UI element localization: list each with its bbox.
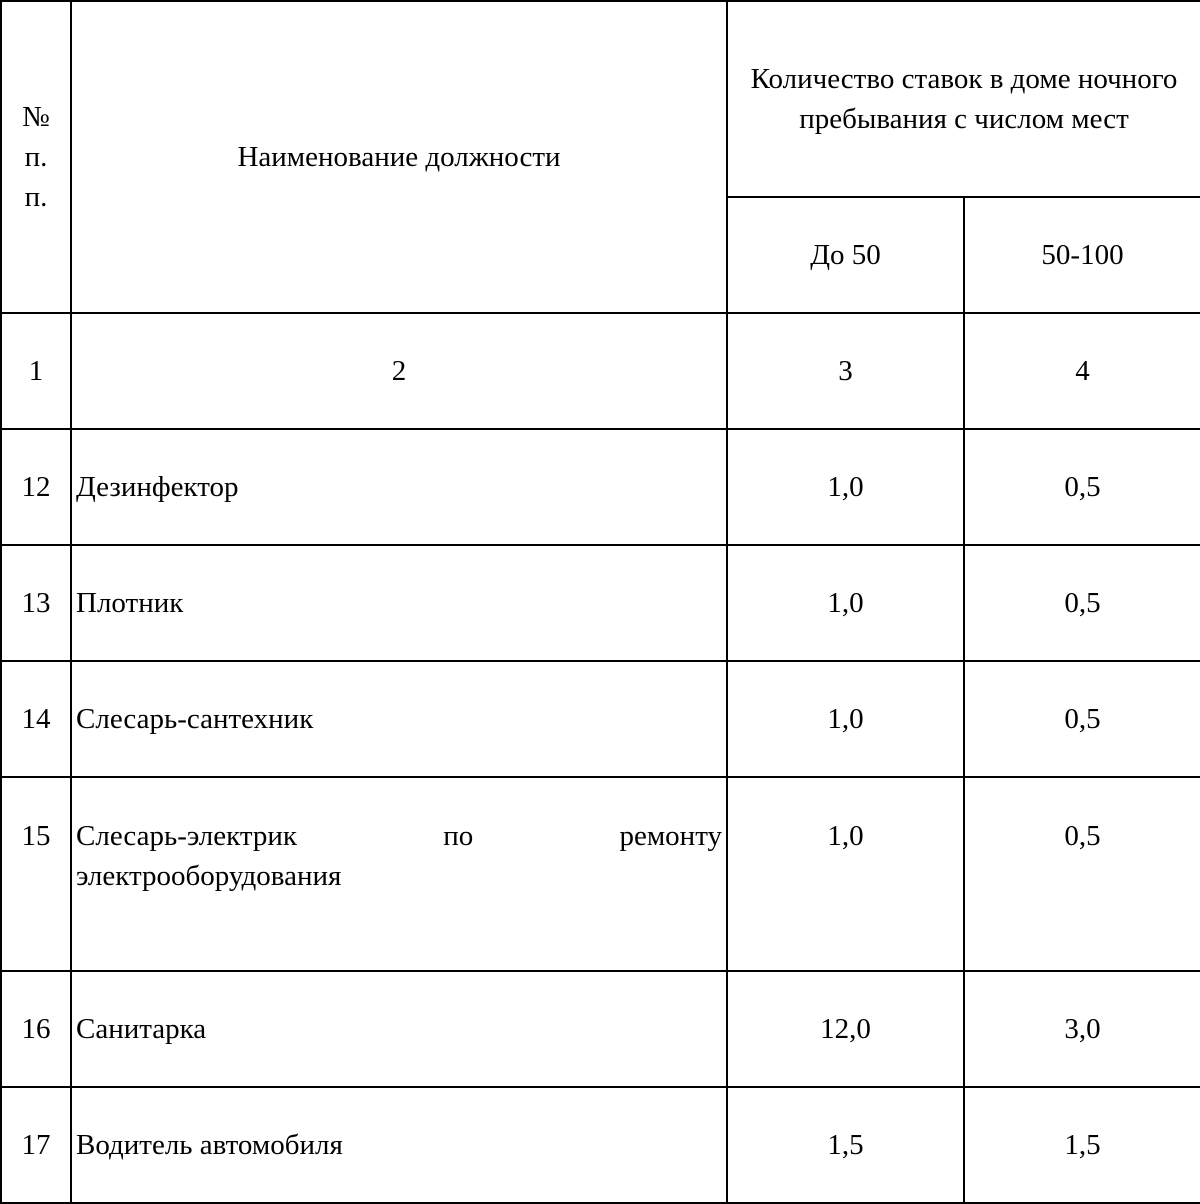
table-row: [1, 1087, 1200, 1203]
row-value-b: 0,5: [964, 429, 1200, 545]
column-number: 3: [727, 313, 964, 429]
row-value-b: 0,5: [964, 661, 1200, 777]
row-name: Дезинфектор: [71, 429, 727, 545]
header-row: [1, 1, 1200, 197]
row-value-b: 3,0: [964, 971, 1200, 1087]
row-value-a: 1,0: [727, 777, 964, 971]
row-num: 13: [1, 545, 71, 661]
header-col-b: 50-100: [964, 197, 1200, 313]
row-value-a: 1,0: [727, 545, 964, 661]
row-name-line: электрооборудования: [76, 860, 342, 892]
row-name: Плотник: [71, 545, 727, 661]
row-name: [71, 777, 727, 971]
header-num-line: №: [22, 101, 50, 133]
header-num-cell: [1, 1, 71, 313]
row-name: Слесарь-сантехник: [71, 661, 727, 777]
table-row: [1, 777, 1200, 971]
row-num: 16: [1, 971, 71, 1087]
column-number: 1: [1, 313, 71, 429]
header-num-line: п.: [24, 141, 48, 173]
row-name: Санитарка: [71, 971, 727, 1087]
row-name-line: Слесарь-электрик по ремонту: [76, 820, 722, 852]
row-num: 17: [1, 1087, 71, 1203]
row-value-b: 1,5: [964, 1087, 1200, 1203]
row-value-a: 12,0: [727, 971, 964, 1087]
row-num: 15: [1, 777, 71, 971]
row-value-b: 0,5: [964, 777, 1200, 971]
row-num: 12: [1, 429, 71, 545]
row-value-b: 0,5: [964, 545, 1200, 661]
row-num: 14: [1, 661, 71, 777]
header-group-cell: Количество ставок в доме ночного пребывания с числом мест: [727, 1, 1200, 197]
table-row: [1, 661, 1200, 777]
column-numbers-row: [1, 313, 1200, 429]
table-row: [1, 429, 1200, 545]
row-value-a: 1,0: [727, 661, 964, 777]
row-value-a: 1,5: [727, 1087, 964, 1203]
table-row: [1, 545, 1200, 661]
column-number: 4: [964, 313, 1200, 429]
header-col-a: До 50: [727, 197, 964, 313]
header-name-cell: Наименование должности: [71, 1, 727, 313]
row-name: Водитель автомобиля: [71, 1087, 727, 1203]
row-value-a: 1,0: [727, 429, 964, 545]
header-num-line: п.: [24, 181, 48, 213]
column-number: 2: [71, 313, 727, 429]
table-row: [1, 971, 1200, 1087]
